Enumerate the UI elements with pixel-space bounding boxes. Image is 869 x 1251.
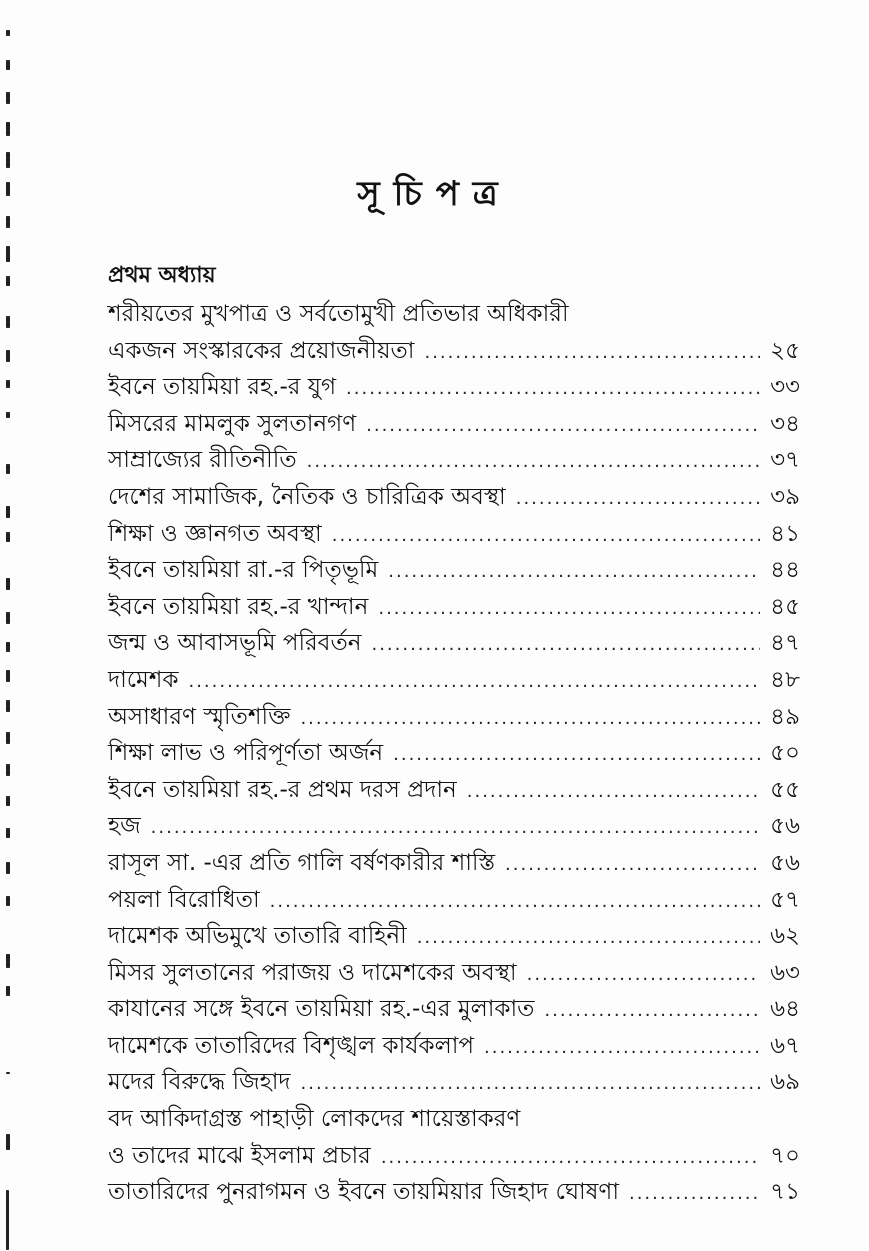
toc-page-number: ৭১: [770, 1179, 800, 1206]
toc-leader-dots: [424, 342, 760, 363]
toc-leader-dots: [270, 891, 760, 912]
toc-entry: [108, 734, 800, 771]
toc-page-number: ২৫: [770, 337, 800, 364]
toc-entry: [108, 478, 800, 515]
toc-entry-title: শরীয়তের মুখপাত্র ও সর্বতোমুখী প্রতিভার অধিকারী: [108, 301, 569, 327]
toc-leader-dots: [516, 488, 760, 509]
toc-entry: [108, 624, 800, 661]
toc-entry: [108, 515, 800, 552]
toc-entry: [108, 844, 800, 881]
toc-page-number: ৩৪: [770, 410, 800, 437]
toc-page-number: ৪৮: [770, 666, 800, 693]
toc-entry-title: ইবনে তায়মিয়া রহ.-র খান্দান: [108, 593, 369, 620]
toc-entry-title: সাম্রাজ্যের রীতিনীতি: [108, 447, 297, 474]
toc-leader-dots: [393, 744, 760, 765]
toc-leader-dots: [188, 671, 760, 692]
toc-entry-title: দামেশক: [108, 666, 179, 693]
toc-entry-title: হজ: [108, 813, 141, 840]
table-of-contents: [108, 295, 800, 1210]
toc-entry: [108, 698, 800, 735]
toc-leader-dots: [332, 525, 760, 546]
toc-page-number: ৩৭: [770, 447, 800, 474]
page-title: সূচিপত্র: [357, 174, 512, 214]
toc-entry: [108, 441, 800, 478]
toc-entry-title: অসাধারণ স্মৃতিশক্তি: [108, 703, 291, 730]
toc-entry: [108, 954, 800, 991]
toc-entry: [108, 1063, 800, 1100]
toc-entry-title: রাসূল সা. -এর প্রতি গালি বর্ষণকারীর শাস্তি: [108, 849, 496, 876]
toc-leader-dots: [544, 1000, 760, 1021]
toc-leader-dots: [366, 415, 760, 436]
toc-leader-dots: [484, 1037, 760, 1058]
toc-page-number: ৭০: [770, 1142, 800, 1169]
toc-entry-title: তাতারিদের পুনরাগমন ও ইবনে তায়মিয়ার জিহাদ ঘোষণা: [108, 1179, 619, 1206]
toc-entry-title: ইবনে তায়মিয়া রহ.-র প্রথম দরস প্রদান: [108, 776, 457, 803]
toc-entry-title: একজন সংস্কারকের প্রয়োজনীয়তা: [108, 337, 415, 364]
toc-entry-title: মিসর সুলতানের পরাজয় ও দামেশকের অবস্থা: [108, 959, 517, 986]
toc-page-number: ৪৯: [770, 703, 800, 730]
toc-entry: [108, 1173, 800, 1210]
toc-entry-title: শিক্ষা ও জ্ঞানগত অবস্থা: [108, 520, 322, 547]
toc-page-number: ৬৯: [770, 1069, 800, 1096]
toc-entry: [108, 661, 800, 698]
toc-leader-dots: [417, 927, 760, 948]
toc-page-number: ৫৬: [770, 849, 800, 876]
toc-entry: [108, 990, 800, 1027]
toc-entry: [108, 551, 800, 588]
toc-page-number: ৩৯: [770, 483, 800, 510]
toc-leader-dots: [378, 598, 760, 619]
toc-entry-title: বদ আকিদাগ্রস্ত পাহাড়ী লোকদের শায়েস্তাকরণ: [108, 1106, 521, 1133]
toc-page-number: ৪১: [770, 520, 800, 547]
toc-leader-dots: [300, 708, 760, 729]
toc-leader-dots: [467, 781, 760, 802]
toc-entry-title: দেশের সামাজিক, নৈতিক ও চারিত্রিক অবস্থা: [108, 483, 506, 510]
toc-page-number: ৪৭: [770, 630, 800, 657]
toc-leader-dots: [505, 854, 760, 875]
toc-page-number: ৫৬: [770, 813, 800, 840]
toc-entry-title: মদের বিরুদ্ধে জিহাদ: [108, 1069, 291, 1096]
toc-leader-dots: [381, 1147, 760, 1168]
toc-page-number: ৫৭: [770, 886, 800, 913]
toc-entry: [108, 771, 800, 808]
toc-entry-title: কাযানের সঙ্গে ইবনে তায়মিয়া রহ.-এর মুলাকাত: [108, 996, 535, 1023]
toc-entry: [108, 917, 800, 954]
toc-entry-title: ইবনে তায়মিয়া রা.-র পিতৃভূমি: [108, 557, 379, 584]
toc-entry: [108, 1137, 800, 1174]
toc-page-number: ৫৫: [770, 776, 800, 803]
toc-leader-dots: [301, 1073, 760, 1094]
toc-leader-dots: [527, 964, 760, 985]
toc-entry: [108, 405, 800, 442]
toc-entry: [108, 332, 800, 369]
toc-page-number: ৬৪: [770, 996, 800, 1023]
toc-leader-dots: [629, 1183, 760, 1204]
toc-entry: [108, 881, 800, 918]
toc-entry-title: দামেশকে তাতারিদের বিশৃঙ্খল কার্যকলাপ: [108, 1032, 475, 1059]
toc-leader-dots: [151, 817, 760, 838]
toc-page-number: ৫০: [770, 740, 800, 767]
toc-page-number: ৬২: [770, 923, 800, 950]
toc-entry: [108, 807, 800, 844]
toc-leader-dots: [371, 634, 760, 655]
toc-page-number: ৪৪: [770, 557, 800, 584]
toc-leader-dots: [388, 561, 760, 582]
toc-entry: [108, 588, 800, 625]
toc-entry: [108, 1100, 800, 1137]
toc-page-number: ৬৩: [770, 959, 800, 986]
toc-entry-title: মিসরের মামলুক সুলতানগণ: [108, 410, 357, 437]
toc-entry: [108, 368, 800, 405]
toc-page-number: ৩৩: [770, 374, 800, 401]
toc-page-number: ৪৫: [770, 593, 800, 620]
toc-page-number: ৬৭: [770, 1032, 800, 1059]
toc-entry-title: ও তাদের মাঝে ইসলাম প্রচার: [108, 1142, 371, 1169]
toc-leader-dots: [346, 378, 760, 399]
toc-entry: [108, 295, 800, 332]
toc-entry: [108, 1027, 800, 1064]
chapter-heading: প্রথম অধ্যায়: [108, 263, 216, 288]
toc-entry-title: পয়লা বিরোধিতা: [108, 886, 260, 913]
toc-entry-title: জন্ম ও আবাসভূমি পরিবর্তন: [108, 630, 362, 657]
toc-entry-title: ইবনে তায়মিয়া রহ.-র যুগ: [108, 374, 337, 401]
toc-entry-title: দামেশক অভিমুখে তাতারি বাহিনী: [108, 923, 407, 950]
toc-entry-title: শিক্ষা লাভ ও পরিপূর্ণতা অর্জন: [108, 740, 384, 767]
toc-leader-dots: [307, 451, 760, 472]
